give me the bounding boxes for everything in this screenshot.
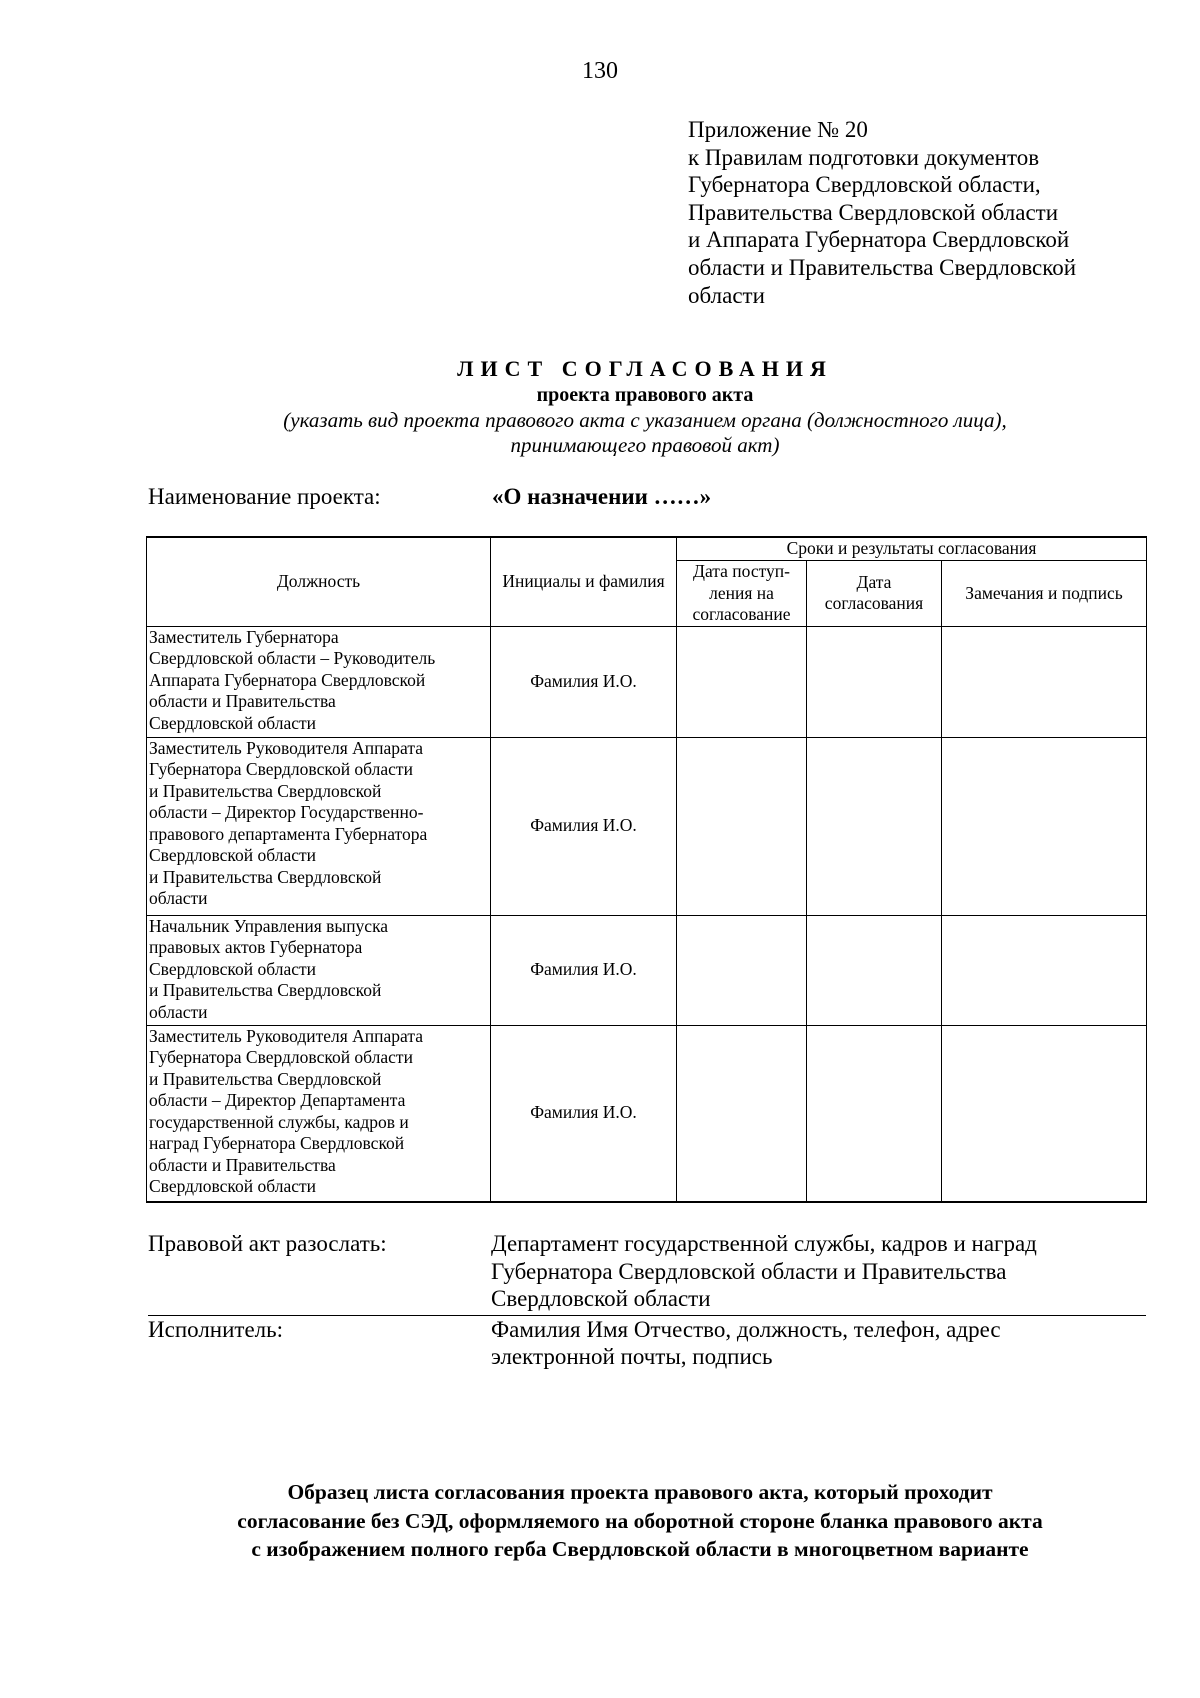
position-line: области (149, 888, 208, 908)
position-line: и Правительства Свердловской (149, 866, 382, 887)
fio-cell: Фамилия И.О. (491, 915, 677, 1025)
document-title: ЛИСТ СОГЛАСОВАНИЯ (457, 356, 833, 381)
position-line: Заместитель Руководителя Аппарата (149, 737, 424, 758)
header-date-approved: Дата согласования (807, 561, 942, 627)
position-cell (147, 1025, 491, 1202)
date-received-cell (677, 737, 807, 915)
appendix-line: Губернатора Свердловской области, (688, 172, 1041, 198)
appendix-line: области (688, 282, 765, 308)
date-approved-cell (807, 915, 942, 1025)
position-cell (147, 915, 491, 1025)
position-line: правовых актов Губернатора (149, 937, 363, 957)
fio-cell: Фамилия И.О. (491, 1025, 677, 1202)
project-name-row (148, 484, 1148, 514)
send-to-label: Правовой акт разослать: (148, 1231, 387, 1256)
footer-note-line: Образец листа согласования проекта правового акта, который проходит (287, 1480, 993, 1504)
header-remarks: Замечания и подпись (942, 561, 1147, 627)
send-to-row (148, 1230, 1146, 1316)
position-line: Свердловской области (149, 712, 317, 733)
header-position: Должность (147, 537, 491, 626)
position-line: Аппарата Губернатора Свердловской (149, 669, 426, 690)
distribution-block (148, 1230, 1148, 1371)
appendix-line: области и Правительства Свердловской (688, 254, 1077, 280)
date-received-cell (677, 626, 807, 737)
table-row (147, 915, 1147, 1025)
position-line: области и Правительства (149, 1154, 336, 1175)
remarks-cell (942, 1025, 1147, 1202)
position-line: Свердловской области (149, 958, 317, 979)
footer-note (140, 1478, 1140, 1564)
position-line: и Правительства Свердловской (149, 1068, 382, 1089)
appendix-line: к Правилам подготовки документов (688, 144, 1040, 170)
remarks-cell (942, 626, 1147, 737)
executor-label: Исполнитель: (148, 1316, 284, 1342)
footer-note-line: согласование без СЭД, оформляемого на оборотной стороне бланка правового акта (237, 1508, 1043, 1533)
fio-cell: Фамилия И.О. (491, 626, 677, 737)
header-approval-group: Сроки и результаты согласования (677, 537, 1147, 561)
date-approved-cell (807, 737, 942, 915)
document-title-block (0, 356, 1200, 458)
position-line: государственной службы, кадров и (149, 1111, 409, 1132)
table-row (147, 1025, 1147, 1202)
approval-table (146, 536, 1147, 1203)
date-received-cell (677, 915, 807, 1025)
date-approved-cell (807, 1025, 942, 1202)
position-line: Губернатора Свердловской области (149, 1047, 413, 1067)
project-name-value: «О назначении ……» (492, 484, 712, 509)
footer-note-line: с изображением полного герба Свердловской области в многоцветном варианте (251, 1537, 1029, 1561)
appendix-line: Приложение № 20 (688, 117, 868, 142)
remarks-cell (942, 915, 1147, 1025)
remarks-cell (942, 737, 1147, 915)
table-row (147, 626, 1147, 737)
title-hint-line: принимающего правовой акт) (510, 433, 780, 457)
executor-value: Фамилия Имя Отчество, должность, телефон, адрес электронной почты, подпись (491, 1316, 1001, 1369)
position-line: Губернатора Свердловской области (149, 759, 413, 779)
fio-cell: Фамилия И.О. (491, 737, 677, 915)
position-line: наград Губернатора Свердловской (149, 1133, 405, 1153)
position-line: и Правительства Свердловской (149, 780, 382, 801)
title-hint-line: (указать вид проекта правового акта с указанием органа (должностного лица), (283, 408, 1007, 432)
position-line: области (149, 1001, 208, 1022)
position-line: области – Директор Департамента (149, 1090, 406, 1110)
position-line: области – Директор Государственно- (149, 802, 424, 822)
position-cell (147, 737, 491, 915)
date-approved-cell (807, 626, 942, 737)
send-to-value: Департамент государственной службы, кадров и наград Губернатора Свердловской области и Правительства Свердловской области (491, 1231, 1037, 1311)
position-line: Заместитель Губернатора (149, 626, 339, 647)
page-number: 130 (582, 58, 618, 84)
document-subtitle: проекта правового акта (536, 384, 754, 406)
position-line: Свердловской области (149, 845, 317, 865)
position-line: и Правительства Свердловской (149, 980, 382, 1000)
position-line: правового департамента Губернатора (149, 823, 428, 844)
position-cell (147, 626, 491, 737)
position-line: Заместитель Руководителя Аппарата (149, 1025, 424, 1046)
appendix-line: и Аппарата Губернатора Свердловской (688, 227, 1070, 253)
position-line: Свердловской области (149, 1176, 317, 1196)
table-row (147, 737, 1147, 915)
position-line: Начальник Управления выпуска (149, 915, 389, 936)
header-initials: Инициалы и фамилия (491, 537, 677, 626)
project-name-label: Наименование проекта: (148, 484, 381, 509)
header-date-received: Дата поступ-ления на согласование (677, 561, 807, 627)
position-line: Свердловской области – Руководитель (149, 648, 436, 668)
position-line: области и Правительства (149, 691, 336, 711)
appendix-block (688, 116, 1158, 309)
executor-row (148, 1316, 1148, 1371)
date-received-cell (677, 1025, 807, 1202)
appendix-line: Правительства Свердловской области (688, 199, 1059, 225)
